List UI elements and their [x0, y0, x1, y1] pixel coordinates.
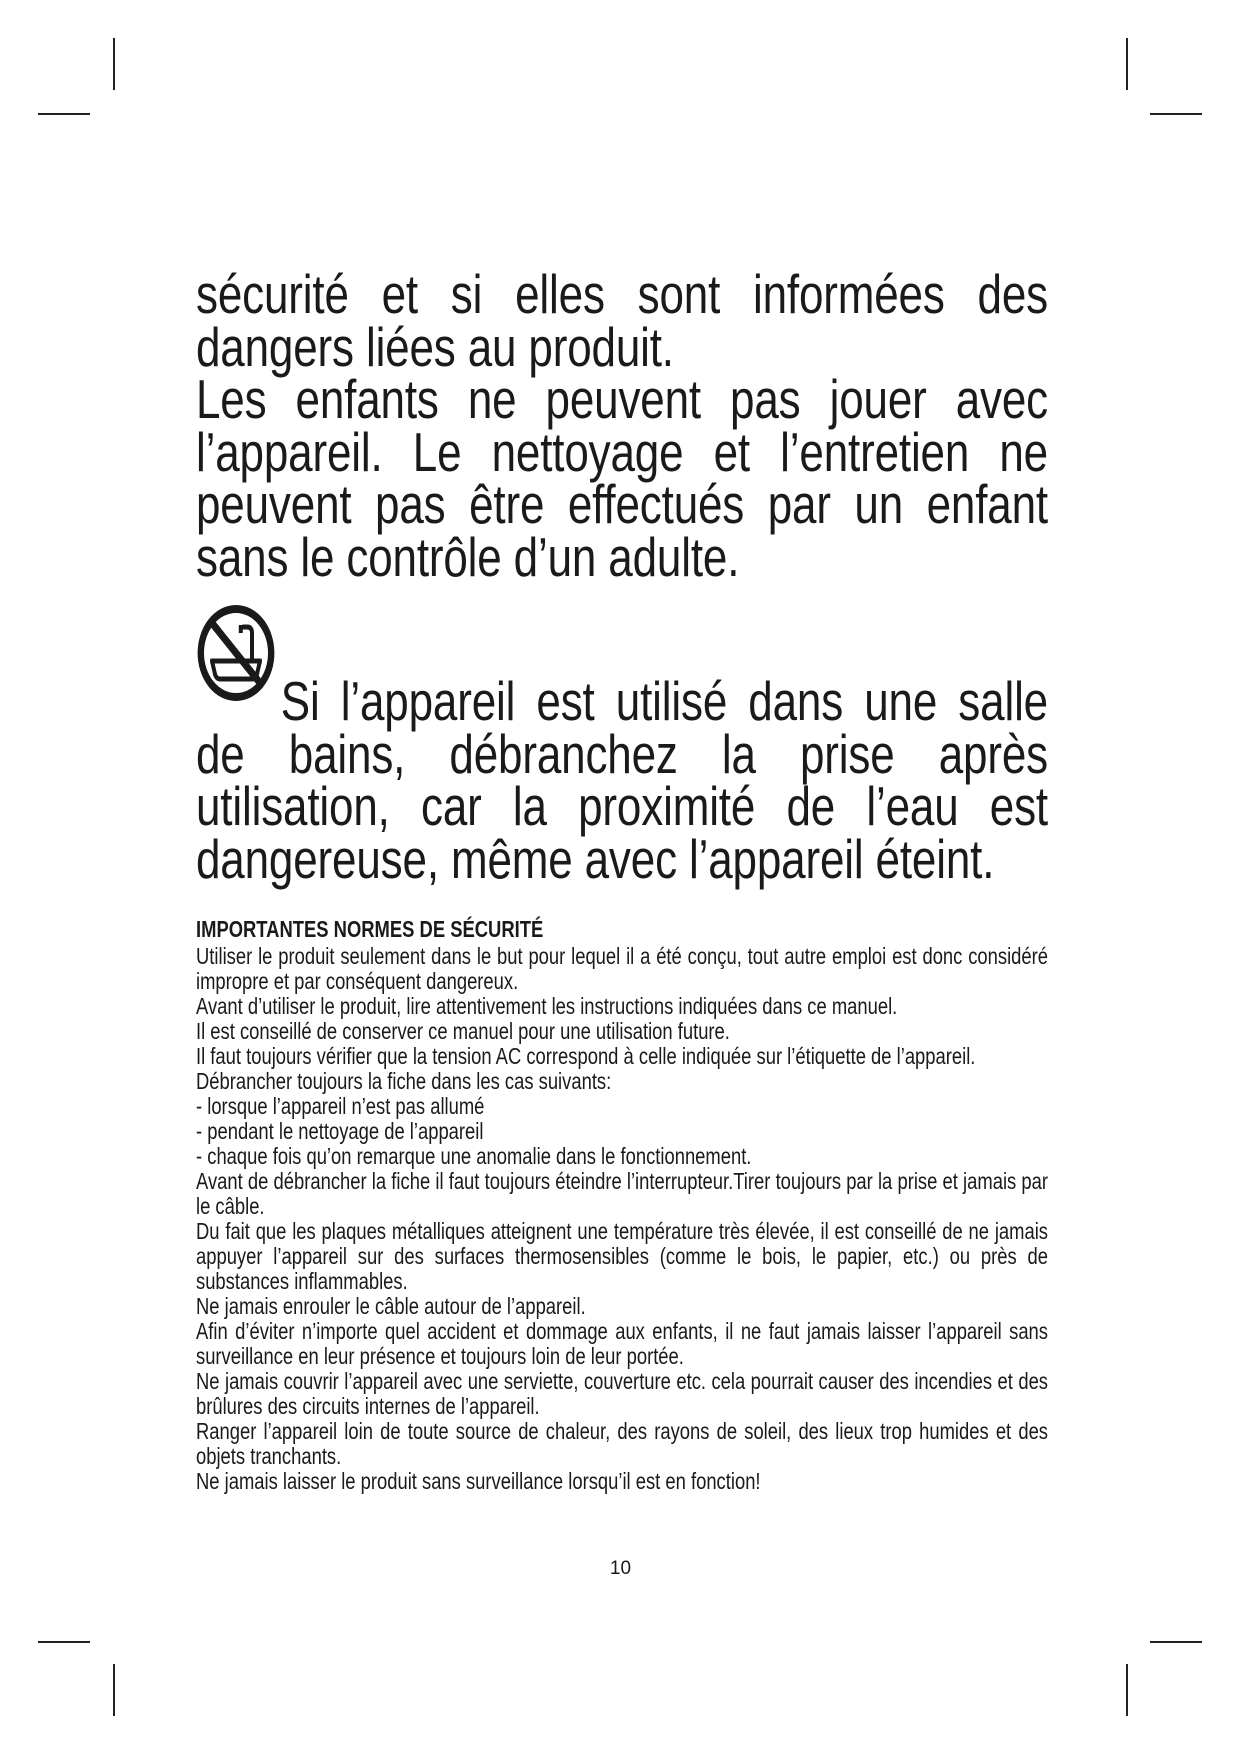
crop-mark-top-right-v [1126, 38, 1128, 90]
intro-paragraph-2: Les enfants ne peuvent pas jouer avec l’appareil. Le nettoyage et l’entretien ne peuvent pas être effectués par un enfant sans le contrôle d’un adulte. [196, 368, 1048, 588]
safety-list-item: - lorsque l’appareil n’est pas allumé [196, 1093, 485, 1119]
safety-list-item: - pendant le nettoyage de l’appareil [196, 1118, 484, 1144]
safety-paragraph: Débrancher toujours la fiche dans les cas suivants: [196, 1068, 612, 1094]
intro-paragraph-1: sécurité et si elles sont informées des dangers liées au produit. [196, 263, 1048, 378]
safety-paragraph: Ranger l’appareil loin de toute source de chaleur, des rayons de soleil, des lieux trop humides et des objets tranchants. [196, 1418, 1048, 1469]
safety-paragraph: Avant de débrancher la fiche il faut toujours éteindre l’interrupteur.Tirer toujours par la prise et jamais par le câble. [196, 1168, 1048, 1219]
page-number: 10 [609, 1558, 632, 1579]
safety-list-item: - chaque fois qu’on remarque une anomalie dans le fonctionnement. [196, 1143, 752, 1169]
bathroom-warning [196, 670, 1048, 890]
safety-paragraph: Avant d’utiliser le produit, lire attentivement les instructions indiquées dans ce manuel. [196, 993, 898, 1019]
crop-mark-top-right-h [1150, 113, 1202, 115]
safety-paragraph: Ne jamais couvrir l’appareil avec une serviette, couverture etc. cela pourrait causer des incendies et des brûlures des circuits internes de l’appareil. [196, 1368, 1048, 1419]
no-bathtub-icon [196, 603, 276, 703]
safety-paragraph: Ne jamais enrouler le câble autour de l’appareil. [196, 1293, 586, 1319]
safety-paragraph: Il est conseillé de conserver ce manuel pour une utilisation future. [196, 1018, 730, 1044]
safety-section [196, 917, 1048, 1494]
page-content [196, 263, 1048, 1494]
safety-paragraph: Du fait que les plaques métalliques atteignent une température très élevée, il est conseillé de ne jamais appuyer l’appareil sur des surfaces thermosensibles (comme le bois, le papier, etc.) ou près de substances inflammables. [196, 1218, 1048, 1294]
crop-mark-top-left-h [38, 113, 90, 115]
large-text-section [196, 263, 1048, 890]
safety-heading: IMPORTANTES NORMES DE SÉCURITÉ [196, 916, 544, 942]
bathroom-warning-text: Si l’appareil est utilisé dans une salle de bains, débranchez la prise après utilisation, car la proximité de l’eau est dangereuse, même avec l’appareil éteint. [196, 670, 1048, 890]
crop-mark-bottom-right-h [1150, 1641, 1202, 1643]
crop-mark-bottom-right-v [1126, 1664, 1128, 1716]
safety-paragraph: Ne jamais laisser le produit sans surveillance lorsqu’il est en fonction! [196, 1468, 761, 1494]
safety-paragraph: Il faut toujours vérifier que la tension AC correspond à celle indiquée sur l’étiquette de l’appareil. [196, 1043, 976, 1069]
safety-paragraph: Afin d’éviter n’importe quel accident et dommage aux enfants, il ne faut jamais laisser l’appareil sans surveillance en leur présence et toujours loin de leur portée. [196, 1318, 1048, 1369]
crop-mark-top-left-v [113, 38, 115, 90]
crop-mark-bottom-left-h [38, 1641, 90, 1643]
crop-mark-bottom-left-v [113, 1664, 115, 1716]
safety-paragraph: Utiliser le produit seulement dans le but pour lequel il a été conçu, tout autre emploi est donc considéré impropre et par conséquent dangereux. [196, 943, 1048, 994]
